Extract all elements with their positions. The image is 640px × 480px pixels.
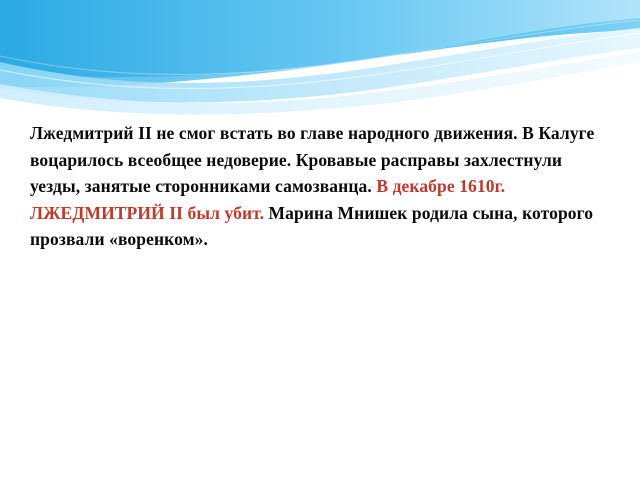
- banner-waves: [0, 0, 640, 120]
- body-text-part-2: Марина Мнишек родила сына, которого прозвали «воренком».: [30, 202, 594, 250]
- blue-wave-banner: [0, 0, 640, 120]
- body-text-highlight: В декабре 1610г. ЛЖЕДМИТРИЙ II был убит.: [30, 176, 506, 223]
- body-paragraph: [30, 120, 610, 253]
- body-text-part-1: Лжедмитрий II не смог встать во главе народного движения. В Калуге воцарилось всеобщее недоверие. Кровавые расправы захлестнули уезды, занятые сторонниками самозванца.: [30, 123, 595, 197]
- slide-body: [30, 120, 610, 253]
